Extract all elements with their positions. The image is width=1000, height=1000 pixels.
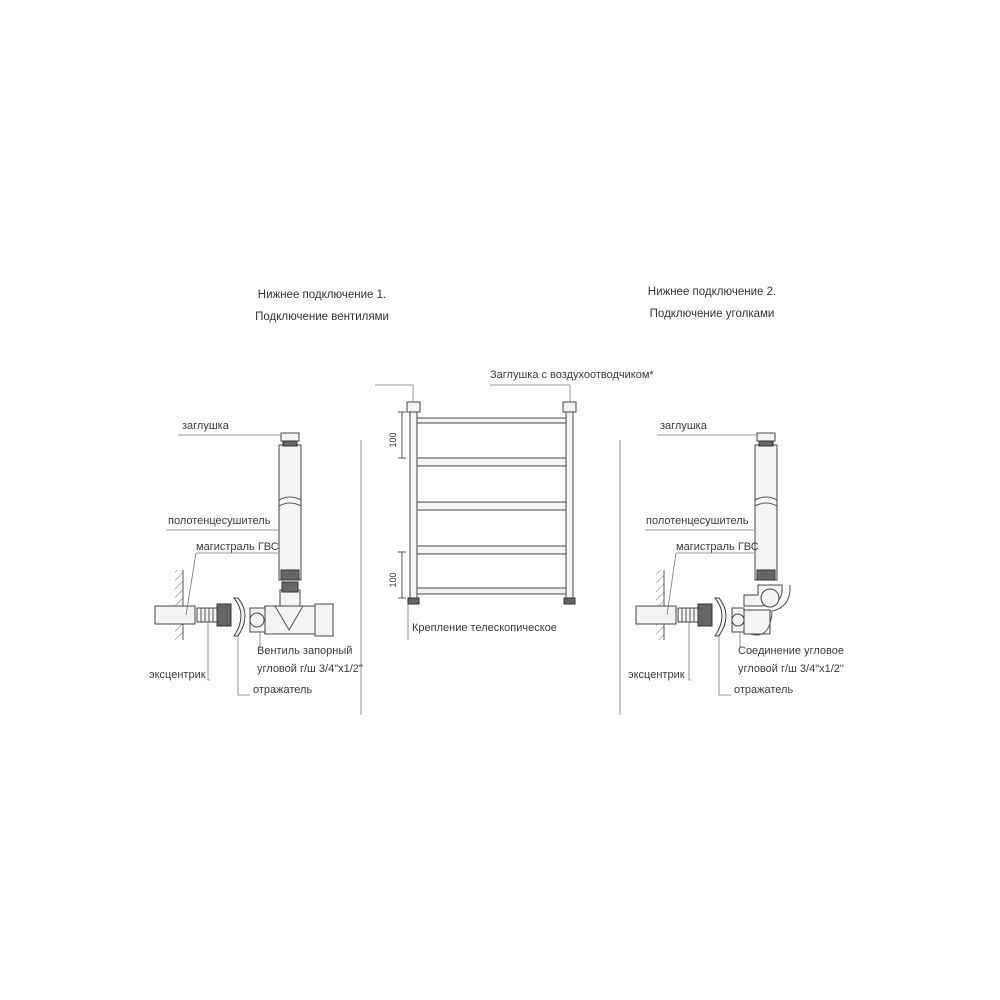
left-label-towel-dryer: полотенцесушитель xyxy=(168,515,271,527)
rung-2 xyxy=(417,458,566,466)
plug-right xyxy=(757,433,775,441)
right-title-line2: Подключение уголками xyxy=(649,308,775,320)
wall-hatch-right xyxy=(656,570,664,640)
left-label-valve-line2: угловой г/ш 3/4"х1/2" xyxy=(257,663,363,675)
towel-dryer-pipe-left xyxy=(279,445,301,580)
dim-bottom-100: 100 xyxy=(388,572,398,588)
towel-rail-front xyxy=(375,385,576,640)
hot-water-pipe-right xyxy=(636,606,676,624)
valve-left xyxy=(265,606,315,634)
right-label-reflector: отражатель xyxy=(734,684,794,696)
right-label-fitting-line1: Соединение угловое xyxy=(738,645,844,657)
left-label-valve-line1: Вентиль запорный xyxy=(257,645,353,657)
left-title xyxy=(232,284,412,328)
center-label-plug-air-vent: Заглушка с воздухоотводчиком* xyxy=(490,369,654,381)
eccentric-right xyxy=(678,608,698,622)
left-post xyxy=(410,412,417,598)
right-label-towel-dryer: полотенцесушитель xyxy=(646,515,749,527)
center-label-telescopic-mount: Крепление телескопическое xyxy=(412,622,557,634)
nut-left xyxy=(217,604,231,626)
reflector-right xyxy=(715,598,726,636)
nut-right xyxy=(698,604,712,626)
dim-top-100: 100 xyxy=(388,432,398,448)
right-label-hot-water-main: магистраль ГВС xyxy=(676,541,759,553)
plug-left xyxy=(281,433,299,441)
left-title-line2: Подключение вентилями xyxy=(255,311,389,323)
reflector-left xyxy=(234,598,245,636)
rung-4 xyxy=(417,546,566,554)
right-label-fitting-line2: угловой г/ш 3/4"х1/2" xyxy=(738,663,844,675)
left-title-line1: Нижнее подключение 1. xyxy=(257,289,387,301)
wall-hatch-left xyxy=(175,570,183,640)
rung-1 xyxy=(417,418,566,423)
rung-3 xyxy=(417,502,566,510)
right-label-eccentric: эксцентрик xyxy=(628,669,685,681)
rung-5 xyxy=(417,588,566,594)
right-label-plug: заглушка xyxy=(660,420,707,432)
hot-water-pipe-left xyxy=(155,606,195,624)
eccentric-left xyxy=(197,608,217,622)
left-label-eccentric: эксцентрик xyxy=(149,669,206,681)
left-label-plug: заглушка xyxy=(182,420,229,432)
towel-dryer-pipe-right xyxy=(755,445,777,580)
left-label-reflector: отражатель xyxy=(253,684,313,696)
left-label-hot-water-main: магистраль ГВС xyxy=(196,541,279,553)
right-post xyxy=(566,412,573,598)
right-title xyxy=(622,281,802,325)
right-title-line1: Нижнее подключение 2. xyxy=(647,286,777,298)
